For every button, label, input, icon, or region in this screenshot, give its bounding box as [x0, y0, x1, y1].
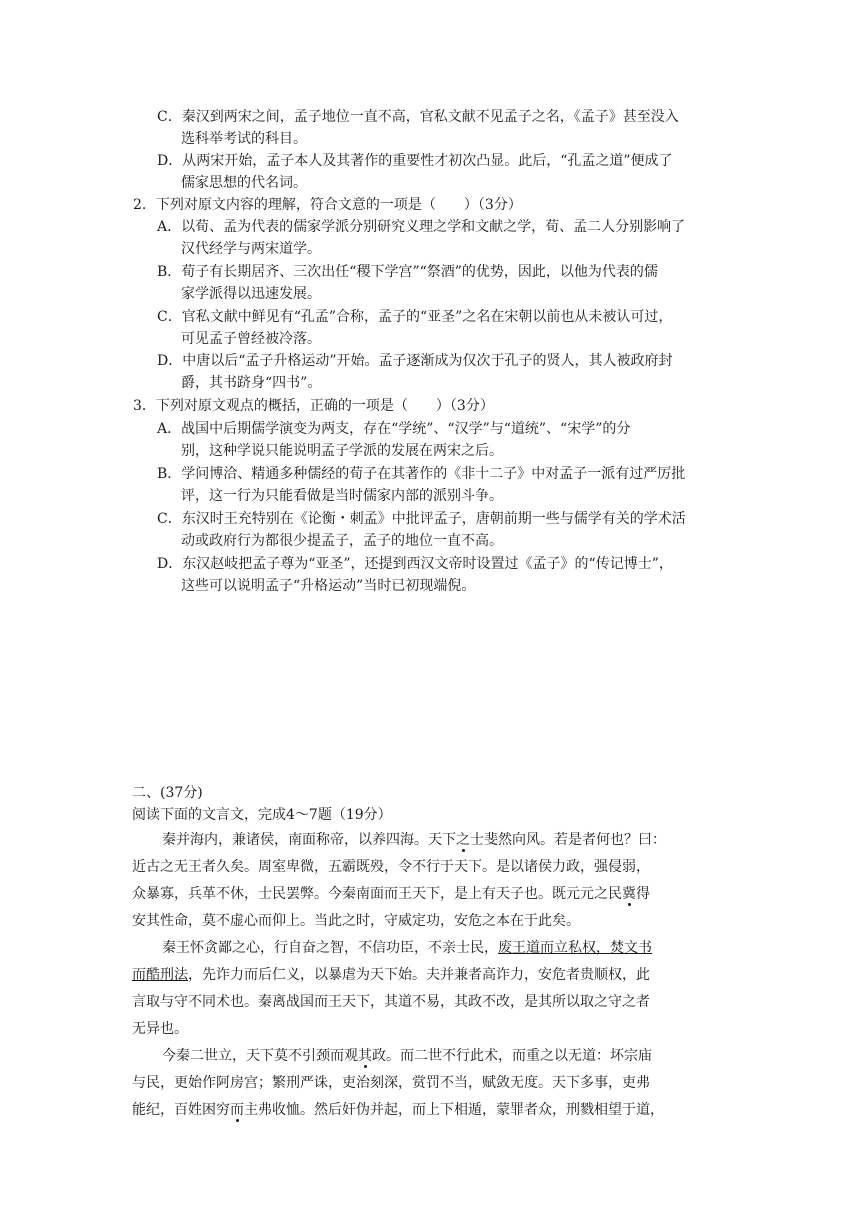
text-segment: 士斐然向风。若是者何也？曰：: [470, 832, 666, 848]
text-segment: 秦王怀贪鄙之心，行自奋之智，不信功臣，不亲士民，: [162, 940, 498, 956]
text-segment: ，先诈力而后仁义，以暴虐为天下始。夫并兼者高诈力，安危者贵顺权，此: [188, 967, 650, 983]
q2-option-b-line2: 家学派得以迅速发展。: [181, 286, 321, 302]
para1-line1: [162, 829, 666, 851]
para2-line3: 言取与守不同术也。秦离战国而王天下，其道不易，其政不改，是其所以取之守之者: [132, 994, 650, 1010]
q3-option-d-line1: D．东汉赵岐把孟子尊为“亚圣”，还提到西汉文帝时设置过《孟子》的“传记博士”，: [157, 556, 673, 572]
para2-line4: 无异也。: [132, 1021, 188, 1037]
underlined-phrase: 废王道而立私权，焚文书: [498, 940, 652, 956]
para3-line3: [132, 1099, 664, 1121]
emphasis-dot-char: 之: [456, 832, 470, 848]
q3-option-b-line1: B．学问博洽、精通多种儒经的荀子在其著作的《非十二子》中对孟子一派有过严厉批: [157, 466, 686, 482]
q2-option-c-line2: 可见孟子曾经被冷落。: [181, 331, 321, 347]
para1-line3: [132, 883, 650, 905]
text-segment: 得: [636, 886, 650, 902]
text-segment: 政。而二世不行此术，而重之以无道：坏宗庙: [372, 1048, 652, 1064]
text-segment: 能纪，百姓困穷: [132, 1102, 230, 1118]
text-segment: 今秦二世立，天下莫不引颈而观: [162, 1048, 358, 1064]
q3-option-a-line1: A．战国中后期儒学演变为两支，存在“学统”、“汉学”与“道统”、“宋学”的分: [157, 421, 631, 437]
section-instruction: 阅读下面的文言文，完成4～7题（19分）: [132, 807, 392, 823]
q3-option-d-line2: 这些可以说明孟子“升格运动”当时已初现端倪。: [181, 578, 476, 594]
emphasis-dot-char: 其: [358, 1048, 372, 1064]
q2-option-a-line2: 汉代经学与两宋道学。: [181, 241, 321, 257]
text-segment: 众暴寡，兵革不休，士民罢弊。今秦南面而王天下，是上有天子也。既元元之民: [132, 886, 622, 902]
section-heading: 二、(37分): [132, 785, 203, 801]
text-segment: 主弗收恤。然后奸伪并起，而上下相遁，蒙罪者众，刑戮相望于道，: [244, 1102, 664, 1118]
para3-line2: 与民，更始作阿房宫；繁刑严诛，吏治刻深，赏罚不当，赋敛无度。天下多事，吏弗: [132, 1075, 650, 1091]
para3-line1: [162, 1045, 652, 1067]
para2-line2: [132, 964, 650, 986]
q2-option-c-line1: C．官私文献中鲜见有“孔孟”合称，孟子的“亚圣”之名在宋朝以前也从未被认可过，: [157, 309, 673, 325]
para1-line2: 近古之无王者久矣。周室卑微，五霸既殁，令不行于天下。是以诸侯力政，强侵弱，: [132, 859, 650, 875]
emphasis-dot-char: 冀: [622, 886, 636, 902]
q3-option-c-line2: 动或政府行为都很少提孟子，孟子的地位一直不高。: [181, 533, 503, 549]
q3-stem: 3．下列对原文观点的概括，正确的一项是（ ）（3分）: [133, 398, 494, 414]
q2-option-a-line1: A．以荀、孟为代表的儒家学派分别研究义理之学和文献之学，荀、孟二人分别影响了: [157, 219, 686, 235]
q1-option-c-line2: 选科举考试的科目。: [181, 131, 307, 147]
emphasis-dot-char: 而: [230, 1102, 244, 1118]
q3-option-c-line1: C．东汉时王充特别在《论衡・刺孟》中批评孟子，唐朝前期一些与儒学有关的学术活: [157, 511, 686, 527]
para2-line1: [162, 937, 652, 959]
q2-stem: 2．下列对原文内容的理解，符合文意的一项是（ ）（3分）: [133, 197, 522, 213]
q2-option-b-line1: B．荀子有长期居齐、三次出任“稷下学宫”“祭酒”的优势，因此，以他为代表的儒: [157, 264, 658, 280]
text-segment: 秦并海内，兼诸侯，南面称帝，以养四海。天下: [162, 832, 456, 848]
q3-option-a-line2: 别，这种学说只能说明孟子学派的发展在两宋之后。: [181, 443, 503, 459]
q1-option-d-line2: 儒家思想的代名词。: [181, 175, 307, 191]
q3-option-b-line2: 评，这一行为只能看做是当时儒家内部的派别斗争。: [181, 488, 503, 504]
q1-option-c-line1: C．秦汉到两宋之间，孟子地位一直不高，官私文献不见孟子之名，《孟子》甚至没入: [157, 109, 679, 125]
underlined-phrase: 而酷刑法: [132, 967, 188, 983]
q2-option-d-line2: 爵，其书跻身“四书”。: [181, 375, 322, 391]
q2-option-d-line1: D．中唐以后“孟子升格运动”开始。孟子逐渐成为仅次于孔子的贤人，其人被政府封: [157, 353, 673, 369]
para1-line4: 安其性命，莫不虚心而仰上。当此之时，守威定功，安危之本在于此矣。: [132, 913, 580, 929]
q1-option-d-line1: D．从两宋开始，孟子本人及其著作的重要性才初次凸显。此后，“孔孟之道”便成了: [157, 153, 673, 169]
